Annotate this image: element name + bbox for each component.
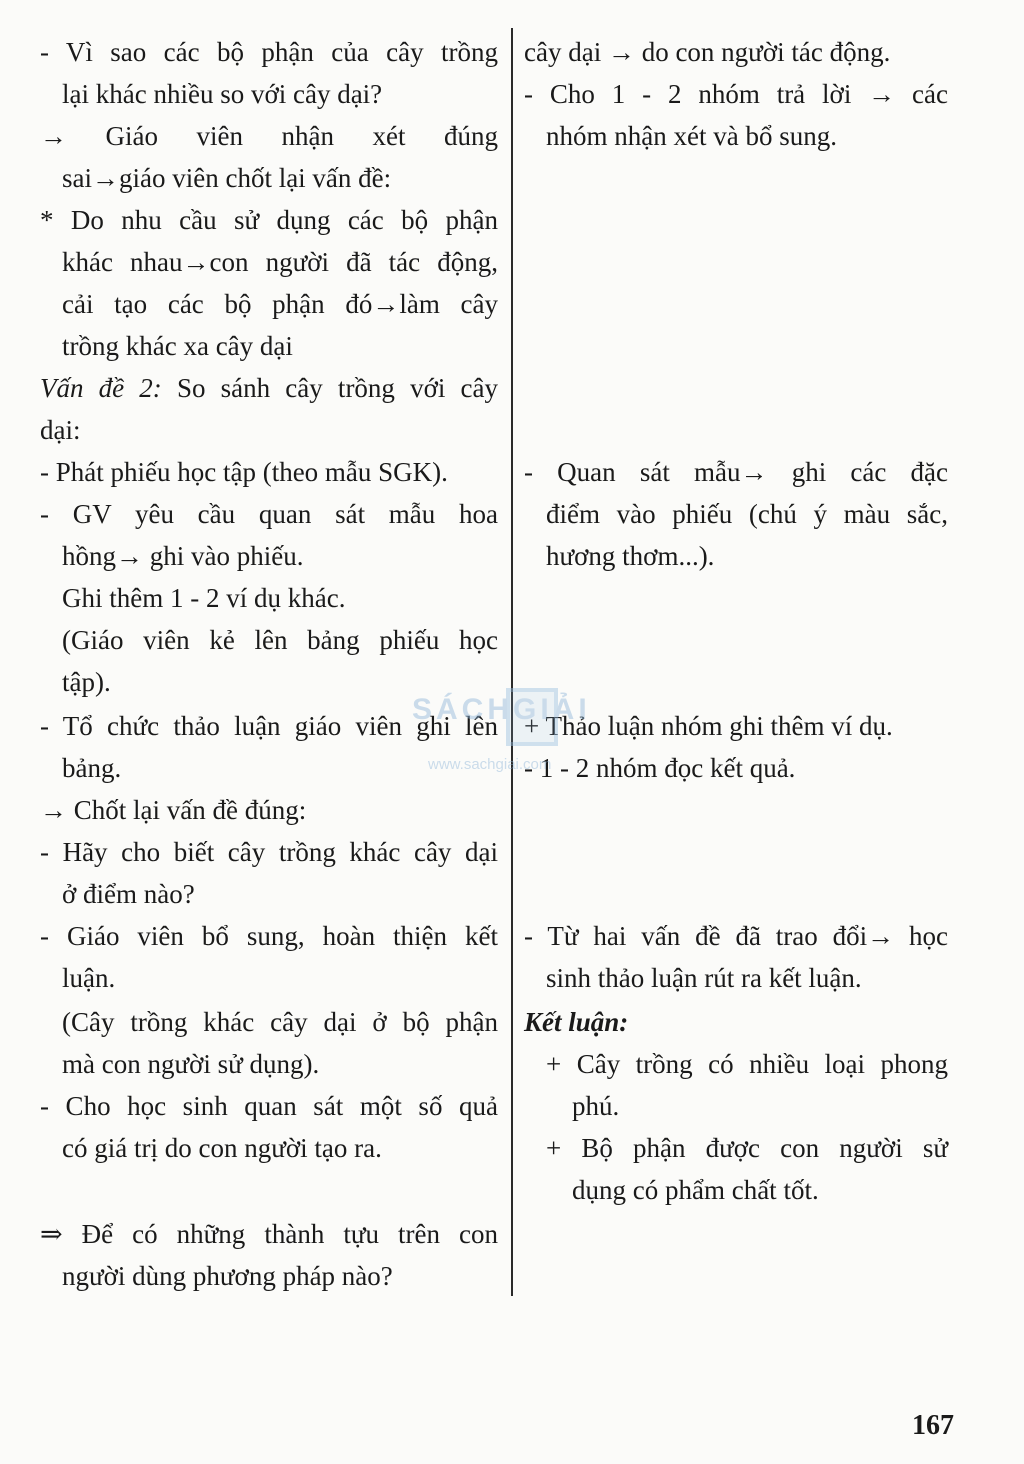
teacher-text-line (62, 958, 498, 998)
teacher-text-line (62, 748, 498, 788)
teacher-text-line (62, 284, 498, 324)
teacher-text-line (62, 662, 498, 702)
teacher-text-line (62, 326, 498, 366)
line-text: + Thảo luận nhóm ghi thêm ví dụ. (524, 711, 893, 741)
teacher-text-line (40, 790, 498, 830)
teacher-text-line (40, 494, 498, 534)
line-text: - Quan sát mẫu→ ghi các đặc (524, 457, 948, 487)
student-text-line (524, 1002, 948, 1042)
line-text: - GV yêu cầu quan sát mẫu hoa (40, 499, 498, 529)
line-text: + Bộ phận được con người sử (546, 1133, 948, 1163)
line-text: tập). (62, 667, 111, 697)
student-text-line (572, 1170, 948, 1210)
student-text-line (546, 536, 948, 576)
line-text: điểm vào phiếu (chú ý màu sắc, (546, 499, 948, 529)
teacher-text-line (40, 368, 498, 408)
section-label: Vấn đề 2: (40, 373, 162, 403)
line-text: có giá trị do con người tạo ra. (62, 1133, 382, 1163)
teacher-text-line (40, 1214, 498, 1254)
teacher-text-line (40, 916, 498, 956)
line-text: (Giáo viên kẻ lên bảng phiếu học (62, 625, 498, 655)
teacher-text-line (62, 1002, 498, 1042)
student-text-line (546, 1128, 948, 1168)
teacher-text-line (40, 1086, 498, 1126)
teacher-text-line (62, 578, 498, 618)
line-text: - Vì sao các bộ phận của cây trồng (40, 37, 498, 67)
teacher-text-line (62, 1256, 498, 1296)
teacher-text-line (62, 74, 498, 114)
line-text: người dùng phương pháp nào? (62, 1261, 393, 1291)
line-text: - 1 - 2 nhóm đọc kết quả. (524, 753, 796, 783)
line-text: mà con người sử dụng). (62, 1049, 320, 1079)
student-text-line (546, 958, 948, 998)
teacher-text-line (62, 158, 498, 198)
teacher-text-line (62, 620, 498, 660)
student-text-line (572, 1086, 948, 1126)
line-text: hồng→ ghi vào phiếu. (62, 541, 304, 571)
page-number: 167 (912, 1410, 954, 1441)
line-text: (Cây trồng khác cây dại ở bộ phận (62, 1007, 498, 1037)
line-text: hương thơm...). (546, 541, 715, 571)
line-text: trồng khác xa cây dại (62, 331, 293, 361)
line-text: - Từ hai vấn đề đã trao đổi→ học (524, 921, 948, 951)
line-text: ⇒ Để có những thành tựu trên con (40, 1219, 498, 1249)
line-text: lại khác nhiều so với cây dại? (62, 79, 383, 109)
line-text: dại: (40, 415, 81, 445)
line-text: - Tổ chức thảo luận giáo viên ghi lên (40, 711, 498, 741)
line-text: - Giáo viên bổ sung, hoàn thiện kết (40, 921, 498, 951)
watermark-url: www.sachgiai.com (428, 756, 552, 773)
line-text: So sánh cây trồng với cây (176, 373, 499, 403)
line-text: Kết luận: (524, 1007, 629, 1037)
line-text: nhóm nhận xét và bổ sung. (546, 121, 837, 151)
line-text: * Do nhu cầu sử dụng các bộ phận (40, 205, 498, 235)
teacher-text-line (62, 1128, 498, 1168)
line-text: → Giáo viên nhận xét đúng (40, 121, 498, 151)
line-text: cải tạo các bộ phận đó→làm cây (62, 289, 498, 319)
teacher-text-line (40, 32, 498, 72)
student-text-line (524, 916, 948, 956)
column-divider (511, 28, 513, 1296)
student-text-line (524, 74, 948, 114)
teacher-text-line (62, 242, 498, 282)
teacher-text-line (62, 536, 498, 576)
teacher-text-line (62, 874, 498, 914)
student-text-line (524, 748, 948, 788)
student-text-line (524, 452, 948, 492)
teacher-text-line (40, 410, 498, 450)
line-text: dụng có phẩm chất tốt. (572, 1175, 819, 1205)
line-text: cây dại → do con người tác động. (524, 37, 891, 67)
line-text: - Hãy cho biết cây trồng khác cây dại (40, 837, 498, 867)
line-text: sai→giáo viên chốt lại vấn đề: (62, 163, 392, 193)
teacher-text-line (40, 200, 498, 240)
line-text: + Cây trồng có nhiều loại phong (546, 1049, 948, 1079)
student-text-line (524, 706, 948, 746)
line-text: - Cho 1 - 2 nhóm trả lời → các (524, 79, 948, 109)
teacher-text-line (62, 1044, 498, 1084)
line-text: - Phát phiếu học tập (theo mẫu SGK). (40, 457, 448, 487)
teacher-text-line (40, 452, 498, 492)
teacher-text-line (40, 116, 498, 156)
line-text: khác nhau→con người đã tác động, (62, 247, 498, 277)
line-text: Ghi thêm 1 - 2 ví dụ khác. (62, 583, 346, 613)
student-text-line (546, 116, 948, 156)
student-text-line (546, 494, 948, 534)
line-text: sinh thảo luận rút ra kết luận. (546, 963, 862, 993)
student-text-line (524, 32, 948, 72)
line-text: → Chốt lại vấn đề đúng: (40, 795, 307, 825)
line-text: phú. (572, 1091, 620, 1121)
watermark-logo: SÁCHGIẢI (412, 693, 591, 726)
student-text-line (546, 1044, 948, 1084)
line-text: - Cho học sinh quan sát một số quả (40, 1091, 498, 1121)
teacher-text-line (40, 706, 498, 746)
line-text: ở điểm nào? (62, 879, 195, 909)
line-text: bảng. (62, 753, 122, 783)
teacher-text-line (40, 832, 498, 872)
line-text: luận. (62, 963, 116, 993)
